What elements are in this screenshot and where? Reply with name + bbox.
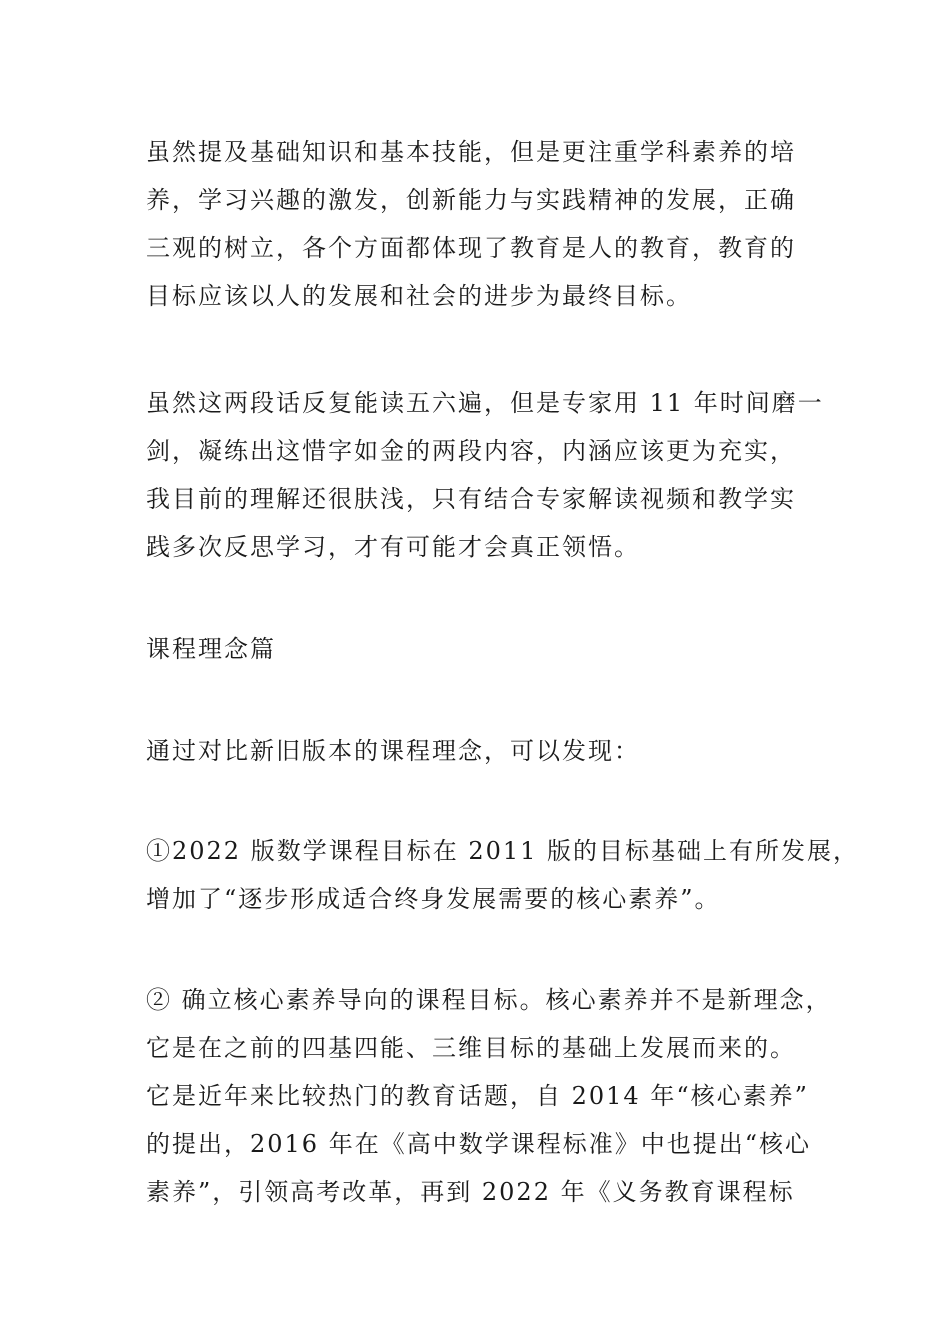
text-line: 我目前的理解还很肤浅，只有结合专家解读视频和教学实 (146, 485, 796, 513)
text-line: 目标应该以人的发展和社会的进步为最终目标。 (146, 282, 692, 310)
section-heading (146, 625, 836, 673)
text-line: 通过对比新旧版本的课程理念，可以发现： (146, 737, 640, 765)
text-line: 增加了“逐步形成适合终身发展需要的核心素养”。 (146, 885, 721, 913)
paragraph-core-literacy-emphasis (146, 128, 836, 320)
text-line: 它是在之前的四基四能、三维目标的基础上发展而来的。 (146, 1034, 796, 1062)
text-line: 养，学习兴趣的激发，创新能力与实践精神的发展，正确 (146, 186, 796, 214)
text-line: ② 确立核心素养导向的课程目标。核心素养并不是新理念， (146, 986, 832, 1014)
paragraph-point-1 (146, 827, 860, 923)
paragraph-comparison-intro (146, 727, 836, 775)
text-line: 虽然这两段话反复能读五六遍，但是专家用 11 年时间磨一 (146, 389, 824, 417)
text-line: 剑，凝练出这惜字如金的两段内容，内涵应该更为充实， (146, 437, 796, 465)
paragraph-point-2 (146, 976, 836, 1216)
text-line: 践多次反思学习，才有可能才会真正领悟。 (146, 533, 640, 561)
text-line: 素养”，引领高考改革，再到 2022 年《义务教育课程标 (146, 1178, 795, 1206)
text-line: 的提出，2016 年在《高中数学课程标准》中也提出“核心 (146, 1130, 811, 1158)
text-line: ①2022 版数学课程目标在 2011 版的目标基础上有所发展， (146, 837, 860, 865)
paragraph-reflection (146, 379, 836, 571)
text-line: 课程理念篇 (146, 635, 276, 663)
text-line: 虽然提及基础知识和基本技能，但是更注重学科素养的培 (146, 138, 796, 166)
text-line: 它是近年来比较热门的教育话题，自 2014 年“核心素养” (146, 1082, 809, 1110)
text-line: 三观的树立，各个方面都体现了教育是人的教育，教育的 (146, 234, 796, 262)
